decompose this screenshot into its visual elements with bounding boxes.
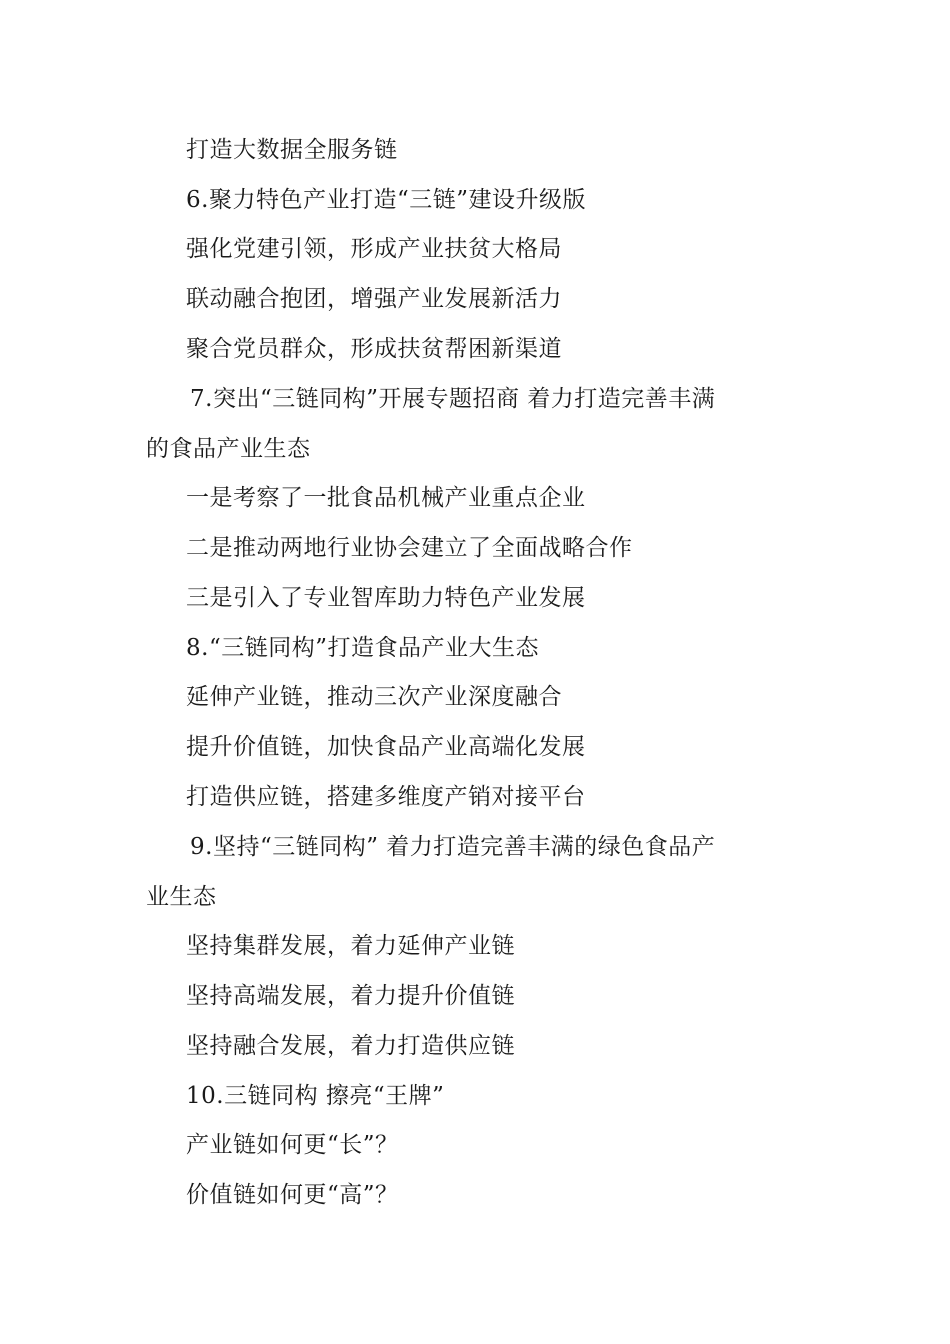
text-line: 一是考察了一批食品机械产业重点企业 bbox=[186, 485, 586, 511]
text-line: 联动融合抱团，增强产业发展新活力 bbox=[186, 286, 562, 312]
text-line: 提升价值链，加快食品产业高端化发展 bbox=[186, 734, 586, 760]
text-line: 聚合党员群众，形成扶贫帮困新渠道 bbox=[186, 336, 562, 362]
section-heading: 9.坚持“三链同构” 着力打造完善丰满的绿色食品产 bbox=[190, 834, 716, 860]
text-line: 价值链如何更“高”？ bbox=[186, 1182, 399, 1208]
text-line: 打造大数据全服务链 bbox=[186, 137, 398, 163]
section-heading: 8.“三链同构”打造食品产业大生态 bbox=[186, 635, 539, 661]
text-line: 坚持融合发展，着力打造供应链 bbox=[186, 1033, 515, 1059]
text-line: 产业链如何更“长”？ bbox=[186, 1132, 399, 1158]
section-heading: 10.三链同构 擦亮“王牌” bbox=[186, 1083, 445, 1109]
text-line: 强化党建引领，形成产业扶贫大格局 bbox=[186, 236, 562, 262]
text-line: 延伸产业链，推动三次产业深度融合 bbox=[186, 684, 562, 710]
text-line: 打造供应链，搭建多维度产销对接平台 bbox=[186, 784, 586, 810]
section-heading-continuation: 的食品产业生态 bbox=[146, 436, 311, 462]
text-line: 三是引入了专业智库助力特色产业发展 bbox=[186, 585, 586, 611]
text-line: 坚持高端发展，着力提升价值链 bbox=[186, 983, 515, 1009]
text-line: 坚持集群发展，着力延伸产业链 bbox=[186, 933, 515, 959]
section-heading-continuation: 业生态 bbox=[146, 884, 217, 910]
text-line: 二是推动两地行业协会建立了全面战略合作 bbox=[186, 535, 633, 561]
section-heading: 7.突出“三链同构”开展专题招商 着力打造完善丰满 bbox=[190, 386, 716, 412]
section-heading: 6.聚力特色产业打造“三链”建设升级版 bbox=[186, 187, 586, 213]
